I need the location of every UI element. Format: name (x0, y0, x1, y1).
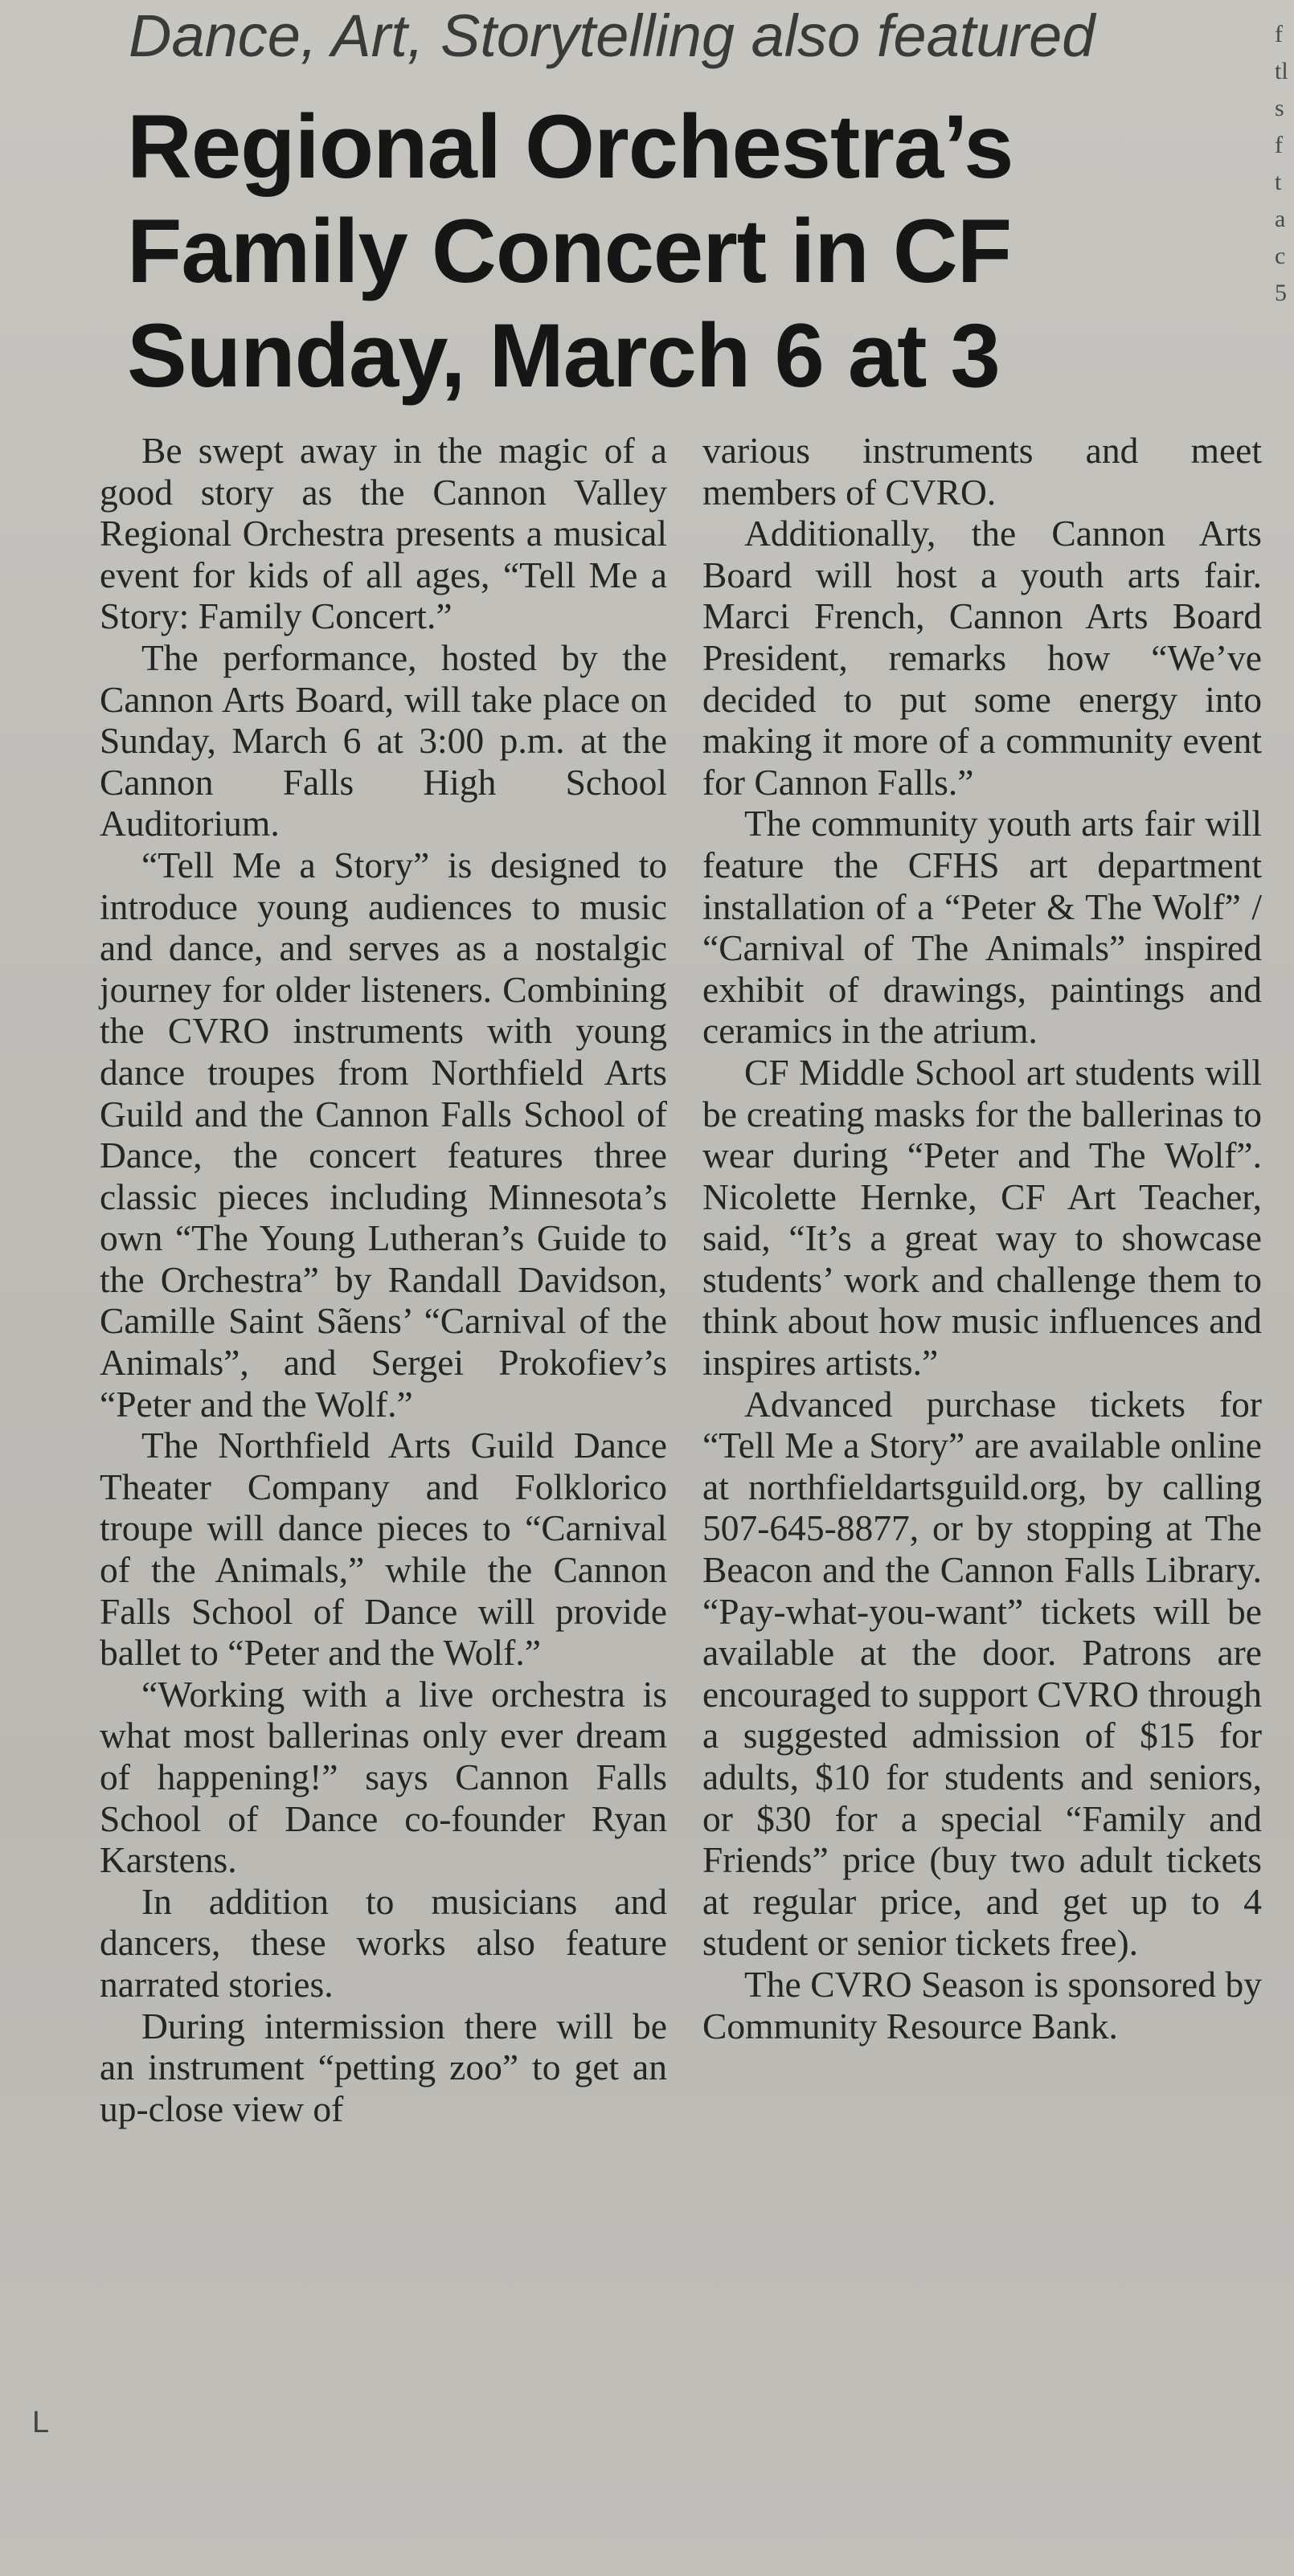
headline (127, 95, 1236, 408)
fragment-letter: t (1275, 169, 1282, 195)
corner-mark: L (32, 2406, 50, 2439)
paragraph: The community youth arts fair will feature the CFHS art department installation of a “Peter & The Wolf” / “Carnival of The Animals” inspired exhibit of drawings, paintings and ceramics in the atrium. (702, 803, 1262, 1052)
fragment-letter: c (1275, 243, 1286, 269)
paragraph: The performance, hosted by the Cannon Arts Board, will take place on Sunday, March 6 at 3:00 p.m. at the Cannon Falls High School Auditorium. (100, 636, 667, 844)
paragraph: The Northfield Arts Guild Dance Theater Company and Folklorico troupe will dance pieces to “Carnival of the Animals,” while the Cannon Falls School of Dance will provide ballet to “Peter and the Wolf.” (100, 1425, 667, 1674)
paragraph: CF Middle School art students will be creating masks for the ballerinas to wear during “Peter and The Wolf”. Nicolette Hernke, CF Art Teacher, said, “It’s a great way to showcase students’ work and challenge them to think about how music influences and inspires artists.” (702, 1051, 1262, 1384)
paragraph: various instruments and meet members of CVRO. (702, 430, 1262, 513)
fragment-letter: s (1275, 95, 1284, 121)
paragraph: The CVRO Season is sponsored by Community Resource Bank. (702, 1963, 1262, 2046)
fragment-letter: f (1275, 132, 1283, 158)
article-column-left (100, 430, 667, 2129)
headline-line: Sunday, March 6 at 3 (127, 305, 1000, 406)
adjacent-column-fragment (1275, 16, 1294, 312)
paragraph: Advanced purchase tickets for “Tell Me a Story” are available online at northfieldartsguild.org, by calling 507-645-8877, or by stopping at The Beacon and the Cannon Falls Library. “Pay-what-you-want” tickets will be available at the door. Patrons are encouraged to support CVRO through a suggested admission of $15 for adults, $10 for students and seniors, or $30 for a special “Family and Friends” price (buy two adult tickets at regular price, and get up to 4 student or senior tickets free). (702, 1383, 1262, 1964)
paragraph: During intermission there will be an instrument “petting zoo” to get an up-close view of (100, 2005, 667, 2129)
headline-line: Regional Orchestra’s (127, 96, 1013, 197)
paragraph: Additionally, the Cannon Arts Board will host a youth arts fair. Marci French, Cannon Arts Board President, remarks how “We’ve decided to put some energy into making it more of a community event for Cannon Falls.” (702, 513, 1262, 803)
fragment-letter: 5 (1275, 280, 1287, 306)
paragraph: Be swept away in the magic of a good story as the Cannon Valley Regional Orchestra presents a musical event for kids of all ages, “Tell Me a Story: Family Concert.” (100, 430, 667, 637)
paragraph: In addition to musicians and dancers, these works also feature narrated stories. (100, 1880, 667, 2005)
paragraph: “Tell Me a Story” is designed to introduce young audiences to music and dance, and serves as a nostalgic journey for older listeners. Combining the CVRO instruments with young dance troupes from Northfield Arts Guild and the Cannon Falls School of Dance, the concert features three classic pieces including Minnesota’s own “The Young Lutheran’s Guide to the Orchestra” by Randall Davidson, Camille Saint Sãens’ “Carnival of the Animals”, and Sergei Prokofiev’s “Peter and the Wolf.” (100, 844, 667, 1425)
paragraph: “Working with a live orchestra is what most ballerinas only ever dream of happening!” says Cannon Falls School of Dance co-founder Ryan Karstens. (100, 1673, 667, 1881)
fragment-letter: tl (1275, 58, 1288, 84)
headline-line: Family Concert in CF (127, 201, 1012, 301)
fragment-letter: a (1275, 206, 1286, 232)
fragment-letter: f (1275, 21, 1283, 47)
kicker-subheadline: Dance, Art, Storytelling also featured (129, 2, 1095, 69)
article-column-right (702, 430, 1262, 2046)
